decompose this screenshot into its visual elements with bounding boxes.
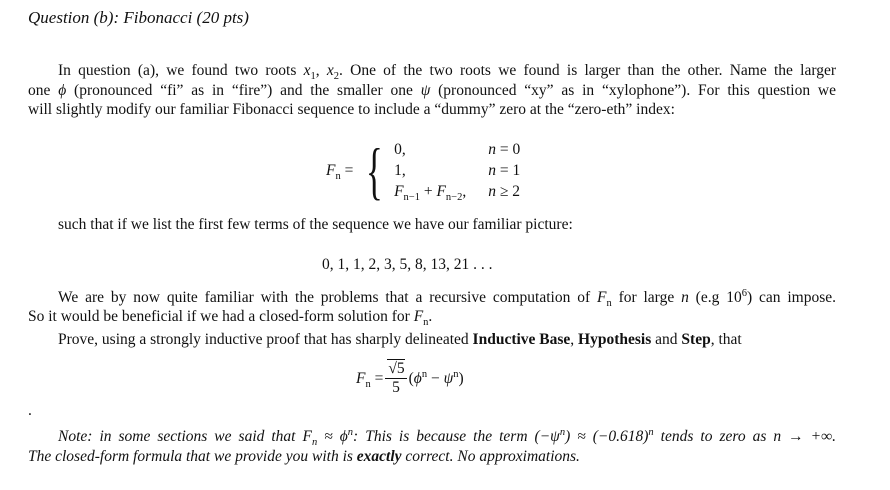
text-segment: Prove, using a strongly inductive proof that has sharply delineated: [58, 331, 473, 348]
bold-text: Inductive Base: [472, 331, 571, 348]
subscript: n: [335, 171, 341, 183]
math-symbol: ϕ: [58, 82, 67, 99]
subscript: 1: [310, 71, 316, 83]
text-segment: = 0: [495, 141, 521, 158]
cases-rows: [394, 140, 520, 202]
case-value: [394, 161, 466, 181]
case-value: [394, 182, 466, 202]
bold-text: Hypothesis: [578, 331, 652, 348]
subscript: n: [606, 298, 612, 310]
text-line: [58, 62, 837, 83]
math-symbol: F: [436, 183, 446, 200]
text-segment: .: [428, 308, 433, 325]
text-segment: one: [28, 82, 59, 99]
text-segment: 0,: [394, 141, 406, 158]
math-symbol: ψ: [420, 82, 431, 99]
text-segment: In question (a), we found two roots: [58, 62, 304, 79]
superscript: 6: [741, 287, 747, 299]
text-segment: . One of the two roots we found is larger than the other. Name the larger: [339, 62, 837, 79]
text-line: [58, 331, 742, 349]
math-symbol: F: [394, 183, 404, 200]
math-symbol: F: [356, 369, 366, 387]
math-symbol: x: [326, 62, 334, 79]
text-segment: (pronounced “fi” as in “fire”) and the smaller one: [66, 82, 421, 99]
text-segment: We are by now quite familiar with the problems that a recursive computation of: [58, 289, 597, 306]
fibonacci-definition-equation: [326, 135, 521, 206]
fraction: [385, 360, 406, 397]
subscript: n−2: [445, 192, 463, 204]
text-segment: ) ≈ (−0.618): [565, 428, 649, 445]
text-segment: ,: [570, 331, 579, 348]
math-symbol: ϕ: [413, 369, 422, 387]
bold-text: Step: [681, 331, 711, 348]
text-segment: −: [427, 369, 444, 387]
text-line: [58, 287, 836, 310]
math-symbol: x: [303, 62, 311, 79]
subscript: n: [365, 378, 371, 390]
text-segment: ≈: [317, 428, 340, 445]
bold-text: exactly: [356, 448, 402, 465]
superscript: n: [453, 368, 459, 380]
subscript: 2: [333, 71, 340, 83]
left-brace: {: [366, 135, 384, 206]
text-segment: =: [370, 369, 384, 387]
text-segment: ,: [462, 183, 467, 200]
closed-form-formula: [356, 360, 464, 397]
text-segment: 1,: [394, 162, 406, 179]
fibonacci-sequence: 0, 1, 1, 2, 3, 5, 8, 13, 21 . . .: [322, 256, 493, 273]
text-line: [58, 426, 837, 449]
text-segment: (: [408, 369, 414, 387]
fraction-denominator: 5: [392, 379, 400, 396]
equation-lhs: [326, 162, 354, 183]
case-condition: [488, 161, 520, 181]
text-segment: +: [419, 183, 437, 200]
text-segment: for large: [611, 289, 682, 306]
case-condition: [488, 140, 520, 160]
text-segment: , that: [710, 331, 742, 348]
text-line: [28, 101, 675, 119]
math-symbol: n: [488, 162, 496, 179]
text-segment: The closed-form formula that we provide you with is: [28, 448, 357, 465]
text-segment: So it would be beneficial if we had a closed-form solution for: [28, 308, 414, 325]
stray-dot: .: [28, 402, 32, 419]
text-segment: ≥ 2: [495, 183, 520, 200]
text-segment: such that if we list the first few terms of the sequence we have our familiar picture:: [58, 216, 573, 233]
sqrt-five: √5: [388, 360, 405, 377]
case-condition: [488, 182, 520, 202]
math-symbol: n: [488, 141, 496, 158]
superscript: n: [347, 426, 354, 438]
math-symbol: ψ: [443, 369, 454, 387]
math-symbol: n: [681, 289, 689, 306]
text-line: [58, 216, 573, 234]
text-segment: ): [458, 369, 464, 387]
text-segment: = 1: [495, 162, 521, 179]
math-symbol: F: [302, 428, 312, 445]
math-symbol: F: [326, 162, 336, 179]
math-symbol: ψ: [550, 428, 560, 445]
math-symbol: F: [596, 289, 607, 306]
text-segment: correct. No approximations.: [401, 448, 580, 465]
text-line: [28, 448, 580, 466]
text-segment: ,: [315, 62, 327, 79]
formula-rhs: [409, 370, 464, 388]
subscript: n: [423, 317, 429, 329]
text-line: [28, 308, 433, 329]
text-segment: (e.g 10: [688, 289, 742, 306]
text-segment: and: [651, 331, 682, 348]
superscript: n: [559, 426, 566, 438]
superscript: n: [421, 368, 428, 380]
math-symbol: F: [413, 308, 424, 325]
text-segment: Note: in some sections we said that: [58, 428, 303, 445]
subscript: n−1: [403, 192, 420, 204]
text-segment: ) can impose.: [746, 289, 836, 306]
math-symbol: ϕ: [339, 428, 348, 445]
fraction-numerator: [385, 360, 406, 379]
question-title: Question (b): Fibonacci (20 pts): [28, 8, 249, 27]
superscript: n: [648, 426, 654, 438]
text-segment: tends to zero as n → +∞.: [653, 428, 837, 445]
text-segment: will slightly modify our familiar Fibonacci sequence to include a “dummy” zero at the “zero-eth” index:: [28, 101, 675, 118]
text-segment: (pronounced “xy” as in “xylophone”). For this question we: [430, 82, 836, 99]
subscript: n: [311, 437, 318, 449]
math-symbol: n: [488, 183, 496, 200]
case-value: [394, 140, 466, 160]
formula-lhs: [356, 370, 383, 388]
text-segment: =: [340, 162, 354, 179]
text-segment: : This is because the term (−: [353, 428, 551, 445]
text-line: [28, 82, 836, 100]
